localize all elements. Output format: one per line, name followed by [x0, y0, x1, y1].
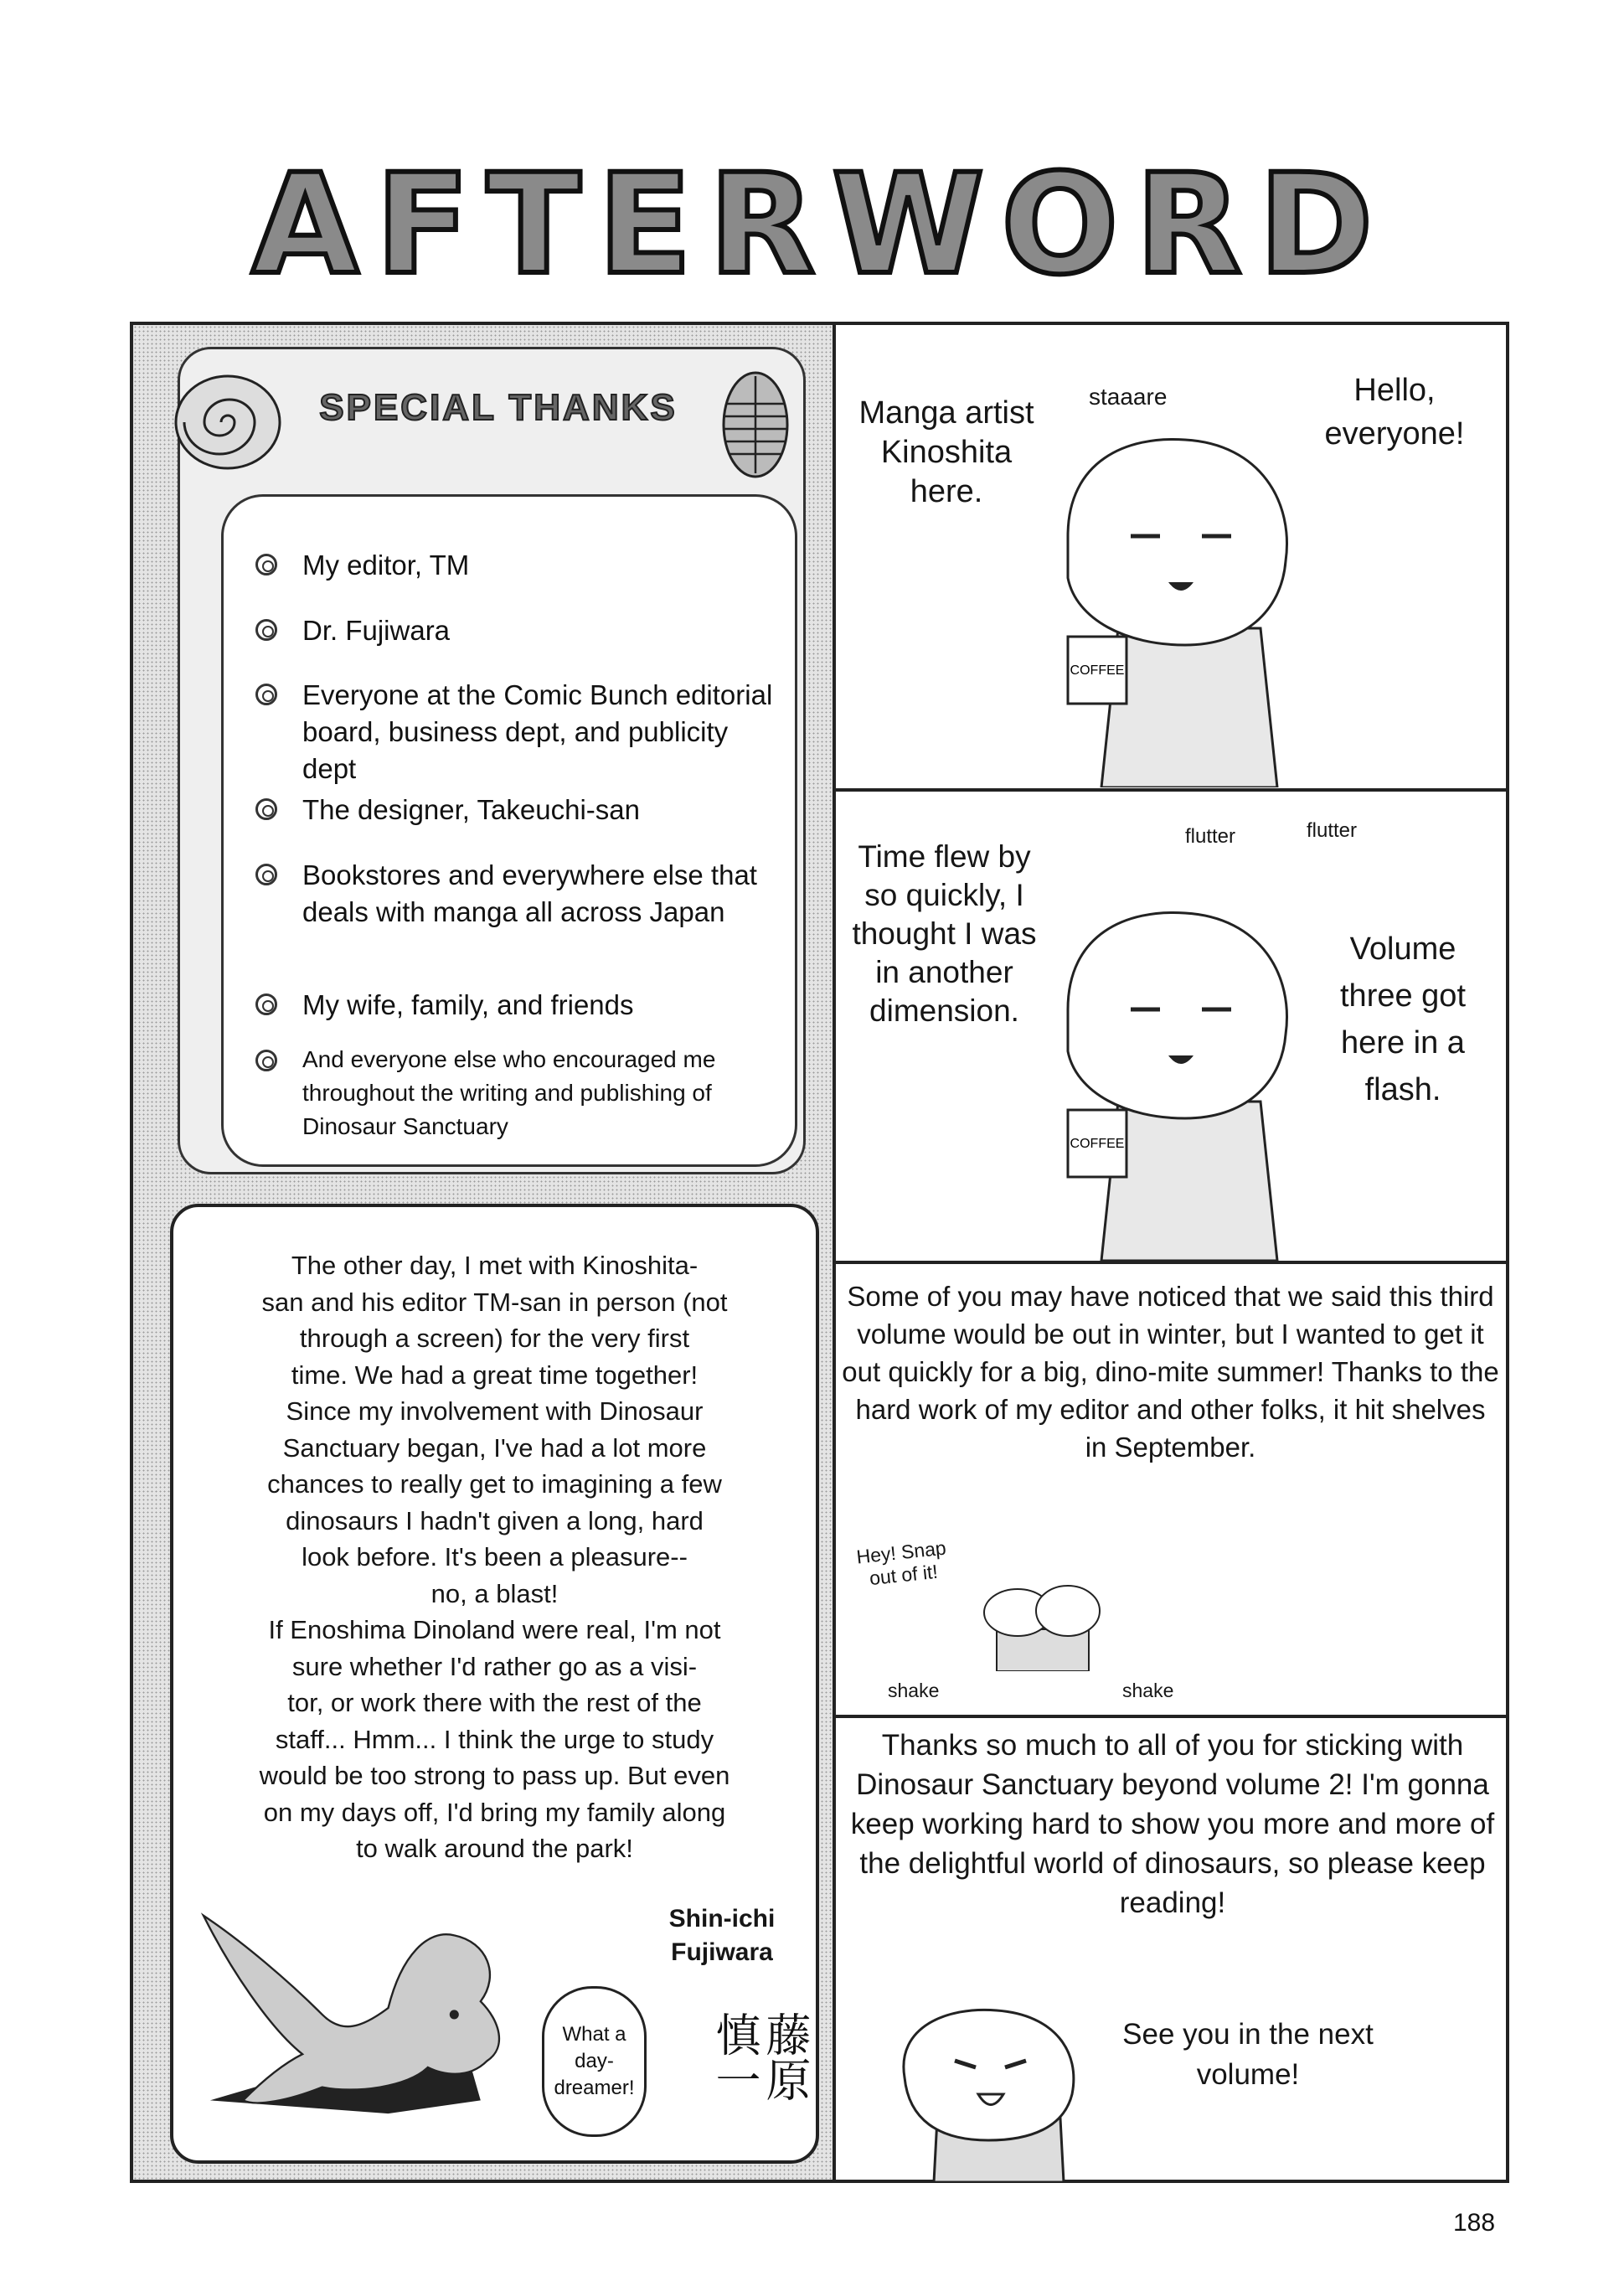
panel4-closing: See you in the next volume! — [1122, 2018, 1374, 2091]
bullet-icon — [255, 1050, 277, 1071]
author-character — [1051, 909, 1302, 1261]
bullet-icon — [255, 993, 277, 1015]
dinosaur-illustration — [190, 1902, 534, 2120]
panel3-speech: Hey! Snap out of it! — [855, 1536, 947, 1590]
author-character-waving — [871, 2002, 1122, 2182]
fujiwara-message-line: would be too strong to pass up. But even — [259, 1761, 730, 1790]
title-text: AFTERWORD — [251, 144, 1390, 305]
special-thanks-heading: SPECIAL THANKS — [319, 387, 678, 428]
fujiwara-message-line: The other day, I met with Kinoshita- — [291, 1251, 699, 1280]
bullet-icon — [255, 684, 277, 705]
mug-label: COFFEE — [1070, 663, 1125, 678]
page-number: 188 — [1453, 2209, 1496, 2237]
panel-divider — [836, 1715, 1506, 1718]
kanji-signature: 藤原 慎一 — [709, 2011, 812, 2102]
fujiwara-message-line: no, a blast! — [430, 1578, 559, 1608]
fujiwara-message-line: tor, or work there with the rest of the — [287, 1688, 702, 1717]
bullet-icon — [255, 864, 277, 885]
panel3-sfx-1: shake — [888, 1680, 940, 1701]
thanks-item: The designer, Takeuchi-san — [260, 792, 780, 828]
panel-divider — [836, 1261, 1506, 1264]
thanks-item: Everyone at the Comic Bunch editorial board, business dept, and publicity dept — [260, 677, 780, 787]
mug-label: COFFEE — [1070, 1137, 1125, 1151]
panel1-intro-text: Manga artist Kinoshita here. — [858, 395, 1034, 509]
thought-bubble: What a day-dreamer! — [542, 1986, 647, 2137]
panel4-text: Thanks so much to all of you for sticking with Dinosaur Sanctuary beyond volume 2! I'm gonna keep working hard to show you more and more of the delightful world of dinosaurs, so please keep reading! — [850, 1729, 1495, 1919]
panel-divider — [836, 788, 1506, 792]
fujiwara-message-line: to walk around the park! — [356, 1834, 633, 1863]
thanks-item: Bookstores and everywhere else that deals with manga all across Japan — [260, 857, 780, 931]
thanks-item: My wife, family, and friends — [260, 987, 780, 1024]
trilobite-icon — [716, 366, 796, 483]
panel2-sfx-2: flutter — [1307, 819, 1358, 842]
panel3-sfx-2: shake — [1122, 1680, 1174, 1701]
fujiwara-message-line: time. We had a great time together! — [291, 1360, 699, 1390]
column-divider — [833, 325, 836, 2180]
panel2-sfx-1: flutter — [1185, 825, 1236, 848]
fujiwara-message-line: If Enoshima Dinoland were real, I'm not — [268, 1615, 721, 1644]
thanks-item: Dr. Fujiwara — [260, 612, 780, 649]
panel1-greeting: Hello, everyone! — [1324, 373, 1465, 452]
fujiwara-signature: Shin-ichi Fujiwara — [668, 1905, 776, 1966]
fujiwara-message-line: through a screen) for the very first — [299, 1324, 690, 1353]
panel2-left-text: Time flew by so quickly, I thought I was in another dimension. — [852, 839, 1037, 1028]
bullet-icon — [255, 619, 277, 641]
fujiwara-message-box — [170, 1204, 819, 2164]
panel3-text: Some of you may have noticed that we said this third volume would be out in winter, but I wanted to get it out quickly for a big, dino-mite summer! Thanks to the hard work of my editor and other folks, it hit shelves in September. — [842, 1281, 1499, 1463]
fujiwara-message-line: Since my involvement with Dinosaur — [286, 1396, 704, 1426]
fujiwara-message-line: chances to really get to imagining a few — [267, 1469, 722, 1499]
bullet-icon — [255, 554, 277, 575]
panel1-sfx: staaare — [1089, 384, 1168, 410]
ammonite-icon — [168, 368, 289, 477]
afterword-title — [218, 142, 1424, 310]
fujiwara-message-line: staff... Hmm... I think the urge to study — [275, 1724, 714, 1754]
special-thanks-list — [221, 494, 797, 1167]
fujiwara-message-line: on my days off, I'd bring my family along — [263, 1797, 726, 1827]
panel2-right-text: Volume three got here in a flash. — [1340, 931, 1466, 1107]
author-character — [1051, 436, 1302, 787]
fujiwara-message — [173, 1247, 816, 1867]
fujiwara-message-line: dinosaurs I hadn't given a long, hard — [286, 1505, 704, 1535]
fujiwara-message-line: sure whether I'd rather go as a visi- — [291, 1651, 698, 1681]
fujiwara-message-line: san and his editor TM-san in person (not — [261, 1287, 728, 1317]
thanks-item: My editor, TM — [260, 547, 780, 584]
characters-shaking-illustration — [976, 1579, 1110, 1671]
fujiwara-message-line: Sanctuary began, I've had a lot more — [282, 1432, 707, 1463]
fujiwara-message-line: look before. It's been a pleasure-- — [302, 1542, 688, 1571]
thanks-item: And everyone else who encouraged me throughout the writing and publishing of Dinosaur Sanctuary — [260, 1043, 780, 1143]
bullet-icon — [255, 798, 277, 820]
